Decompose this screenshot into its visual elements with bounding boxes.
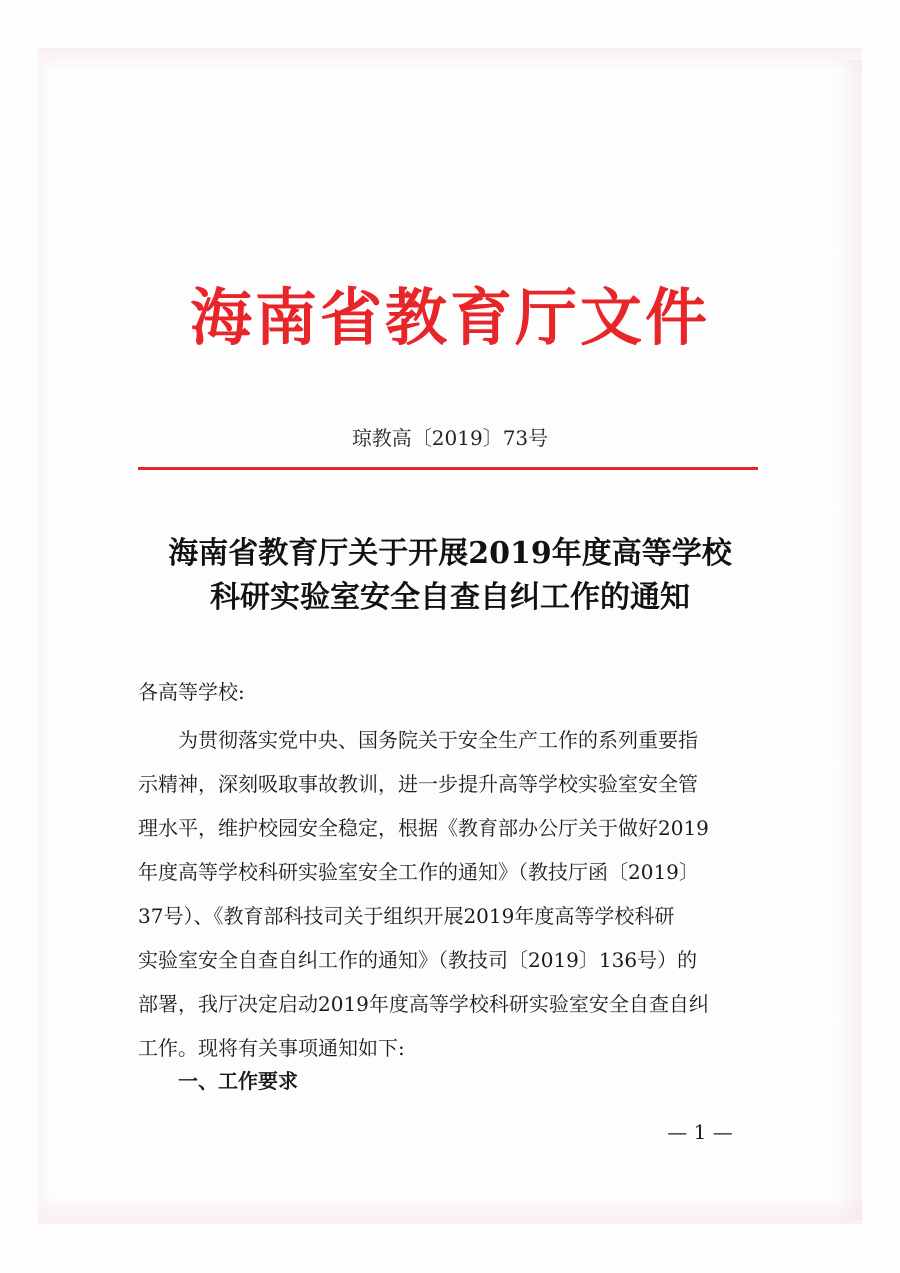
notice-title — [0, 532, 900, 620]
body-line: 37号）、《教育部科技司关于组织开展2019年度高等学校科研 — [138, 904, 675, 928]
scan-edge-right — [836, 60, 862, 1220]
notice-title-line-2: 科研实验室安全自查自纠工作的通知 — [210, 580, 690, 615]
notice-title-line-1: 海南省教育厅关于开展2019年度高等学校 — [168, 536, 732, 571]
body-paragraph — [138, 718, 762, 1070]
red-header-title: 海南省教育厅文件 — [189, 281, 710, 354]
scan-edge-top — [38, 48, 862, 70]
salutation: 各高等学校: — [138, 680, 245, 704]
body-line: 工作。现将有关事项通知如下: — [138, 1036, 405, 1060]
body-line: 实验室安全自查自纠工作的通知》（教技司〔2019〕136号）的 — [138, 948, 698, 972]
body-line: 理水平，维护校园安全稳定，根据《教育部办公厅关于做好2019 — [138, 816, 709, 840]
section-heading: 一、工作要求 — [178, 1069, 298, 1093]
scan-edge-bottom — [38, 1196, 862, 1224]
document-number: 琼教高〔2019〕73号 — [351, 426, 549, 450]
body-line: 示精神，深刻吸取事故教训，进一步提升高等学校实验室安全管 — [138, 772, 698, 796]
body-line: 年度高等学校科研实验室安全工作的通知》（教技厅函〔2019〕 — [138, 860, 699, 884]
red-separator-line — [138, 467, 758, 470]
scan-edge-left — [38, 60, 52, 1220]
body-line: 为贯彻落实党中央、国务院关于安全生产工作的系列重要指 — [178, 728, 698, 752]
body-line: 部署，我厅决定启动2019年度高等学校科研实验室安全自查自纠 — [138, 992, 709, 1016]
page-number: — 1 — — [667, 1120, 733, 1144]
